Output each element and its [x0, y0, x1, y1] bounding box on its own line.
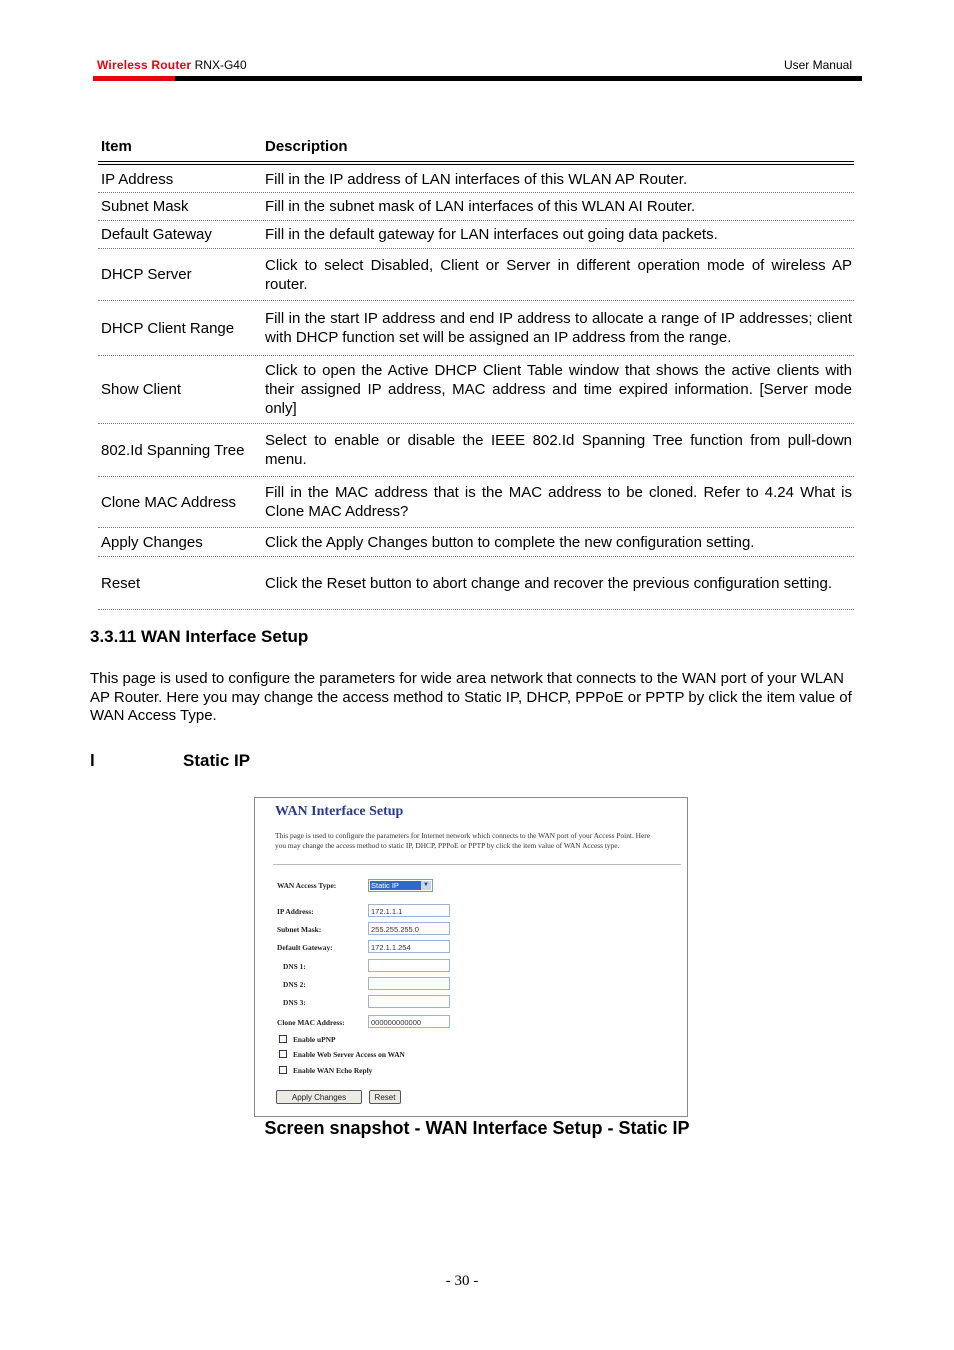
dns2-label: DNS 2:	[283, 980, 306, 989]
row-description: Select to enable or disable the IEEE 802.Id Spanning Tree function from pull-down menu.	[265, 432, 852, 468]
screenshot-intro: This page is used to configure the parameters for Internet network which connects to the WAN port of your Access Point. Here you may change the access method to static IP, DHCP, PPPoE or PPTP by click the item value of WAN Access type.	[275, 831, 651, 850]
header-brand: Wireless Router	[97, 58, 192, 72]
table-row	[98, 221, 854, 249]
clone-mac-field[interactable]: 000000000000	[368, 1015, 450, 1028]
header-doc-type: User Manual	[783, 58, 852, 72]
wan-setup-screenshot	[254, 797, 688, 1117]
enable-echo-reply-label: Enable WAN Echo Reply	[293, 1066, 373, 1075]
table-row	[98, 301, 854, 356]
subnet-mask-label: Subnet Mask:	[277, 925, 322, 934]
dns2-field[interactable]	[368, 977, 450, 990]
clone-mac-label: Clone MAC Address:	[277, 1018, 345, 1027]
dns1-field[interactable]	[368, 959, 450, 972]
wan-access-type-select[interactable]	[368, 879, 433, 892]
row-item: DHCP Server	[101, 266, 192, 283]
table-row	[98, 424, 854, 477]
enable-upnp-checkbox[interactable]	[279, 1035, 287, 1043]
table-row	[98, 528, 854, 557]
figure-caption: Screen snapshot - WAN Interface Setup - Static IP	[264, 1118, 690, 1138]
section-body: This page is used to configure the parameters for wide area network that connects to the WAN port of your WLAN AP Router. Here you may change the access method to Static IP, DHCP, PPPoE or PPTP by click the item value of WAN Access Type.	[90, 670, 852, 724]
table-row	[98, 193, 854, 221]
section-title: 3.3.11 WAN Interface Setup	[90, 627, 309, 646]
enable-web-access-checkbox[interactable]	[279, 1050, 287, 1058]
column-header-description: Description	[265, 138, 348, 155]
row-item: Subnet Mask	[101, 198, 189, 215]
chevron-down-icon: ▼	[421, 881, 431, 890]
enable-web-access-label: Enable Web Server Access on WAN	[293, 1050, 405, 1059]
ip-address-label: IP Address:	[277, 907, 314, 916]
row-item: Show Client	[101, 381, 182, 398]
row-description: Fill in the MAC address that is the MAC address to be cloned. Refer to 4.24 What is Clone MAC Address?	[265, 484, 852, 520]
header-product	[97, 58, 247, 72]
row-item: 802.Id Spanning Tree	[101, 441, 245, 459]
subsection-title: Static IP	[183, 751, 251, 770]
table-row	[98, 557, 854, 610]
row-item: IP Address	[101, 170, 174, 188]
row-description: Fill in the start IP address and end IP address to allocate a range of IP addresses; client with DHCP function set will be assigned an IP address from the range.	[265, 310, 852, 346]
table-header	[98, 131, 854, 162]
screenshot-divider	[273, 864, 681, 865]
ip-address-field[interactable]: 172.1.1.1	[368, 904, 450, 917]
header-rule-accent	[93, 76, 175, 81]
row-item: Clone MAC Address	[101, 493, 237, 511]
enable-upnp-label: Enable uPNP	[293, 1035, 336, 1044]
dns3-field[interactable]	[368, 995, 450, 1008]
row-item: Reset	[101, 574, 141, 592]
reset-button[interactable]: Reset	[369, 1090, 401, 1104]
header-model: RNX-G40	[194, 58, 247, 72]
row-description: Fill in the default gateway for LAN interfaces out going data packets.	[265, 226, 718, 243]
header-rule	[93, 76, 862, 81]
row-description: Fill in the subnet mask of LAN interfaces of this WLAN AI Router.	[265, 198, 696, 215]
enable-echo-reply-checkbox[interactable]	[279, 1066, 287, 1074]
apply-changes-button[interactable]: Apply Changes	[276, 1090, 362, 1104]
page-number: - 30 -	[445, 1273, 479, 1289]
wan-access-type-value: Static IP	[370, 881, 421, 890]
table-row	[98, 249, 854, 301]
column-header-item: Item	[101, 138, 132, 155]
table-row	[98, 477, 854, 528]
row-description: Click the Reset button to abort change and recover the previous configuration setting.	[265, 574, 833, 592]
dns3-label: DNS 3:	[283, 998, 306, 1007]
bullet-marker: l	[90, 751, 95, 770]
table-row	[98, 356, 854, 424]
wan-access-type-label: WAN Access Type:	[277, 881, 337, 890]
default-gateway-field[interactable]: 172.1.1.254	[368, 940, 450, 953]
item-description-table	[98, 131, 854, 610]
subnet-mask-field[interactable]: 255.255.255.0	[368, 922, 450, 935]
table-row	[98, 166, 854, 193]
row-description: Click to select Disabled, Client or Server in different operation mode of wireless AP router.	[265, 256, 852, 293]
row-description: Click the Apply Changes button to complete the new configuration setting.	[265, 533, 755, 551]
row-item: Default Gateway	[101, 226, 212, 243]
row-description: Click to open the Active DHCP Client Table window that shows the active clients with their assigned IP address, MAC address and time expired information. [Server mode only]	[265, 362, 852, 417]
row-description: Fill in the IP address of LAN interfaces of this WLAN AP Router.	[265, 170, 688, 188]
default-gateway-label: Default Gateway:	[277, 943, 333, 952]
row-item: DHCP Client Range	[101, 319, 235, 337]
row-item: Apply Changes	[101, 533, 203, 551]
dns1-label: DNS 1:	[283, 962, 306, 971]
screenshot-title: WAN Interface Setup	[275, 804, 404, 819]
